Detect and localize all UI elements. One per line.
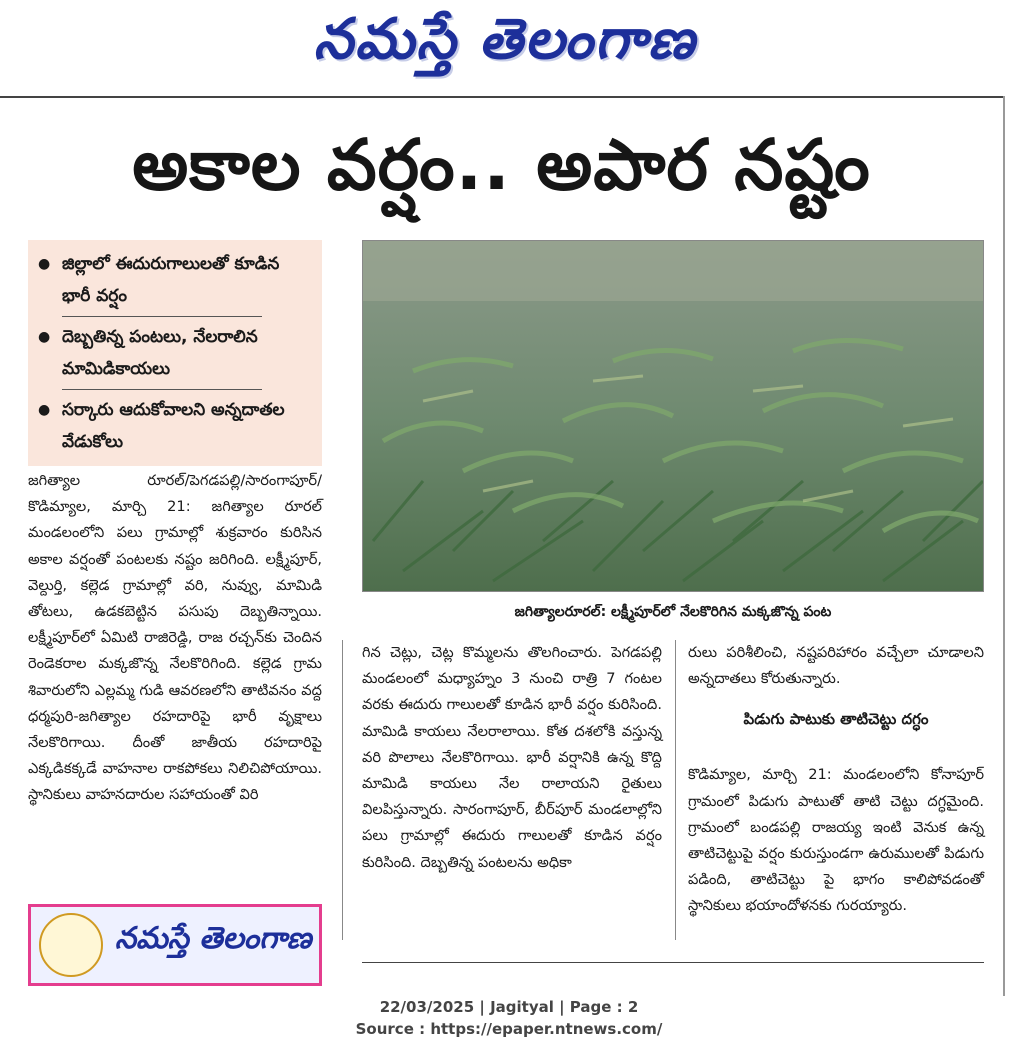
ad-title: నమస్తే తెలంగాణ [115,921,312,956]
photo-caption: జగిత్యాలరూరల్: లక్ష్మీపూర్‌లో నేలకొరిగిన మక్కజొన్న పంట [514,604,832,620]
bullet-icon: ● [38,329,51,345]
page-edge-rule [1003,96,1005,996]
article-column-middle: గిన చెట్లు, చెట్ల కొమ్మలను తొలగించారు. పెగడపల్లి మండలంలో మధ్యాహ్నం 3 నుంచి రాత్రి 7 గంటల వరకు ఈదురు గాలులతో కూడిన భారీ వర్షం కురిసింది. మామిడి కాయలు నేలరాలాయి. కోత దశలోకి వస్తున్న వరి పొలాలు నేలకొరిగాయి. భారీ వర్షానికి ఉన్న కొద్ది మామిడి కాయలు నేల రాలాయని రైతులు విలపిస్తున్నారు. సారంగాపూర్, బీర్‌పూర్ మండలాల్లోని పలు గ్రామాల్లో ఈదురు గాలులతో కూడిన వర్షం కురిసింది. దెబ్బతిన్న పంటలను అధికా [362,644,662,871]
highlights-box [28,240,322,466]
date-line: 22/03/2025 | Jagityal | Page : 2 [379,998,639,1016]
goddess-logo-icon [39,913,103,977]
headline: అకాల వర్షం.. అపార నష్టం [132,124,871,206]
source-line[interactable]: Source : https://epaper.ntnews.com/ [355,1020,663,1038]
column-divider [342,640,343,940]
article-column-left: జగిత్యాల రూరల్/పెగడపల్లి/సారంగాపూర్/కొడిమ్యాల, మార్చి 21: జగిత్యాల రూరల్ మండలంలోని పలు గ్రామాల్లో శుక్రవారం కురిసిన అకాల వర్షంతో పంటలకు నష్టం జరిగింది. లక్ష్మీపూర్, వెల్దుర్తి, కల్లెడ గ్రామాల్లో వరి, నువ్వు, మామిడి తోటలు, ఉడకబెట్టిన పసుపు దెబ్బతిన్నాయి. లక్ష్మీపూర్‌లో ఏమిటి రాజిరెడ్డి, రాజ రచ్చన్‌కు చెందిన రెండెకరాల మక్కజొన్న నేలకొరిగింది. కల్లెడ గ్రామ శివారులోని ఎల్లమ్మ గుడి ఆవరణలోని తాటివనం వద్ద ధర్మపురి-జగిత్యాల రహదారిపై భారీ వృక్షాలు నేలకొరిగాయి. దీంతో జాతీయ రహదారిపై ఎక్కడికక్కడే వాహనాల రాకపోకలు నిలిచిపోయాయి. స్థానికులు వాహనదారుల సహాయంతో విరి [28,472,322,804]
page-footer [0,996,1018,1046]
highlight-divider [62,389,262,390]
newspaper-ad-box [28,904,322,986]
sub-heading: పిడుగు పాటుకు తాటిచెట్టు దగ్ధం [743,710,929,728]
crop-damage-photo [362,240,984,592]
masthead-rule [0,96,1003,98]
column-divider [675,640,676,940]
highlight-item: ● సర్కారు ఆదుకోవాలని అన్నదాతల వేడుకోలు [38,394,308,458]
highlight-item: ● జిల్లాలో ఈదురుగాలులతో కూడిన భారీ వర్షం [38,248,308,312]
cut-off-next-headline [362,966,984,990]
highlight-divider [62,316,262,317]
article-right-body: కొడిమ్యాల, మార్చి 21: మండలంలోని కోనాపూర్ గ్రామంలో పిడుగు పాటుతో తాటి చెట్టు దగ్ధమైంది. గ్రామంలో బండపల్లి రాజయ్య ఇంటి వెనుక ఉన్న తాటిచెట్టుపై వర్షం కురుస్తుండగా ఉరుములతో పిడుగు పడింది, తాటిచెట్టు పై భాగం కాలిపోవడంతో స్థానికులు భయాందోళనకు గురయ్యారు. [688,766,984,915]
bullet-icon: ● [38,256,51,272]
article-column-right [688,640,984,950]
bullet-icon: ● [38,402,51,418]
article-right-continuation: రులు పరిశీలించి, నష్టపరిహారం వచ్చేలా చూడాలని అన్నదాతలు కోరుతున్నారు. [688,644,984,688]
bottom-rule [362,962,984,963]
newspaper-title: నమస్తే తెలంగాణ [313,6,697,72]
highlight-item: ● దెబ్బతిన్న పంటలు, నేలరాలిన మామిడికాయలు [38,321,308,385]
maize-field-image [363,241,984,592]
masthead [0,0,1018,90]
